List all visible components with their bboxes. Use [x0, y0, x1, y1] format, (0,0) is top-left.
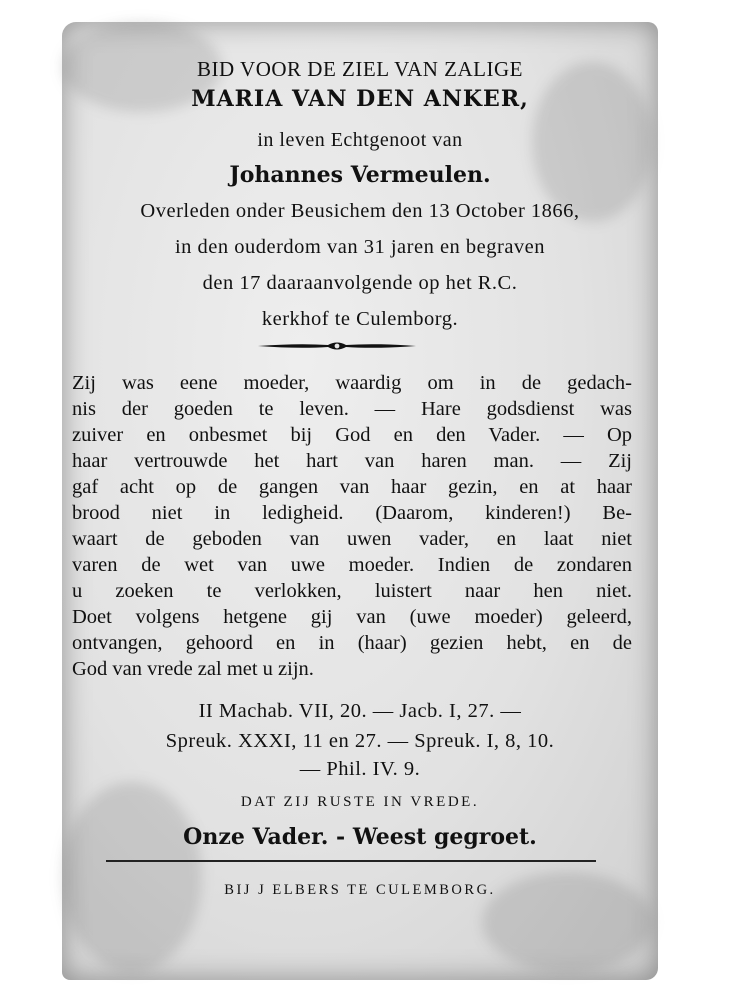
scripture-reference: II Machab. VII, 20. — Jacb. I, 27. — — [198, 700, 522, 722]
body-line: waart de geboden van uwen vader, en laat niet — [72, 528, 632, 550]
card-header: BID VOOR DE ZIEL VAN ZALIGE — [197, 57, 523, 81]
death-details-line: Overleden onder Beusichem den 13 October 1866, — [140, 200, 580, 222]
memorial-text — [72, 370, 632, 682]
divider-rule — [106, 860, 596, 862]
death-details-line: in den ouderdom van 31 jaren en begraven — [174, 236, 546, 258]
scripture-reference: Spreuk. XXXI, 11 en 27. — Spreuk. I, 8, 10. — [165, 730, 555, 752]
printer-imprint: BIJ J ELBERS TE CULEMBORG. — [224, 882, 496, 898]
body-line: God van vrede zal met u zijn. — [72, 658, 314, 680]
deceased-name: MARIA VAN DEN ANKER, — [191, 86, 529, 112]
body-line: Zij was eene moeder, waardig om in de gedach- — [72, 372, 632, 394]
body-line: zuiver en onbesmet bij God en den Vader. — Op — [72, 424, 632, 446]
death-details-line: kerkhof te Culemborg. — [261, 308, 459, 330]
prayer-line: Onze Vader. - Weest gegroet. — [183, 824, 537, 850]
body-line: gaf acht op de gangen van haar gezin, en at haar — [72, 476, 632, 498]
body-line: haar vertrouwde het hart van haren man. — Zij — [72, 450, 632, 472]
body-line: Doet volgens hetgene gij van (uwe moeder) geleerd, — [72, 606, 632, 628]
body-line: u zoeken te verlokken, luistert naar hen niet. — [72, 580, 632, 602]
body-line: brood niet in ledigheid. (Daarom, kinderen!) Be- — [72, 502, 632, 524]
scripture-reference: — Phil. IV. 9. — [299, 758, 421, 780]
body-line: ontvangen, gehoord en in (haar) gezien hebt, en de — [72, 632, 632, 654]
rest-in-peace-line: DAT ZIJ RUSTE IN VREDE. — [240, 794, 480, 810]
body-line: nis der goeden te leven. — Hare godsdienst was — [72, 398, 632, 420]
spouse-intro: in leven Echtgenoot van — [257, 129, 463, 151]
memorial-card — [62, 22, 658, 980]
death-details-line: den 17 daaraanvolgende op het R.C. — [202, 272, 518, 294]
body-line: varen de wet van uwe moeder. Indien de zondaren — [72, 554, 632, 576]
spouse-name: Johannes Vermeulen. — [229, 162, 491, 188]
ornament-divider — [258, 340, 416, 352]
